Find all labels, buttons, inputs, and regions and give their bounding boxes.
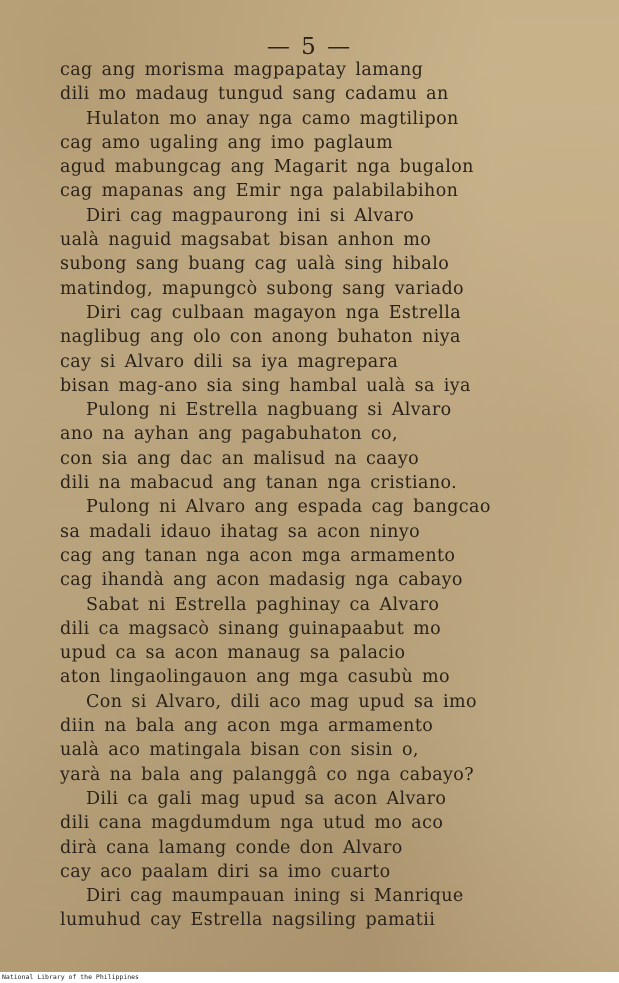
poem-verse — [0, 58, 619, 933]
verse-line: aton lingaolingauon ang mga casubù mo — [60, 667, 450, 688]
verse-line: cag mapanas ang Emir nga palabilabihon — [60, 181, 459, 202]
verse-line: Dili ca gali mag upud sa acon Alvaro — [86, 788, 447, 809]
verse-line: upud ca sa acon manaug sa palacio — [60, 643, 406, 664]
verse-line: dirà cana lamang conde don Alvaro — [60, 837, 403, 858]
verse-line: ualà naguid magsabat bisan anhon mo — [60, 230, 432, 251]
verse-line: Diri cag magpaurong ini si Alvaro — [86, 205, 415, 226]
verse-line: cag ihandà ang acon madasig nga cabayo — [60, 570, 463, 591]
verse-line: cag amo ugaling ang imo paglaum — [60, 132, 394, 153]
verse-line: Diri cag maumpauan ining si Manrique — [86, 886, 464, 907]
verse-line: bisan mag-ano sia sing hambal ualà sa iya — [60, 375, 471, 396]
verse-line: Hulaton mo anay nga camo magtilipon — [86, 108, 459, 129]
verse-line: agud mabungcag ang Magarit nga bugalon — [60, 157, 474, 178]
verse-line: dili cana magdumdum nga utud mo aco — [60, 813, 444, 834]
verse-line: Pulong ni Estrella nagbuang si Alvaro — [86, 400, 452, 421]
verse-line: ualà aco matingala bisan con sisin o, — [60, 740, 419, 761]
verse-line: dili mo madaug tungud sang cadamu an — [60, 84, 449, 105]
verse-line: cay aco paalam diri sa imo cuarto — [60, 861, 391, 882]
verse-line: matindog, mapungcò subong sang variado — [60, 278, 464, 299]
footer-strip — [0, 972, 619, 983]
verse-line: ano na ayhan ang pagabuhaton co, — [60, 424, 398, 445]
verse-line: naglibug ang olo con anong buhaton niya — [60, 327, 461, 348]
verse-line: dili na mabacud ang tanan nga cristiano. — [60, 473, 458, 494]
verse-line: con sia ang dac an malisud na caayo — [60, 448, 420, 469]
page-number: — 5 — — [266, 34, 353, 60]
footer-credit: National Library of the Philippines — [2, 973, 139, 981]
verse-line: cag ang tanan nga acon mga armamento — [60, 545, 456, 566]
verse-line: lumuhud cay Estrella nagsiling pamatii — [60, 910, 436, 931]
verse-line: Pulong ni Alvaro ang espada cag bangcao — [86, 497, 491, 518]
verse-line: yarà na bala ang palanggâ co nga cabayo? — [60, 764, 475, 785]
verse-line: Sabat ni Estrella paghinay ca Alvaro — [86, 594, 440, 615]
verse-line: cay si Alvaro dili sa iya magrepara — [60, 351, 399, 372]
verse-line: sa madali idauo ihatag sa acon ninyo — [60, 521, 421, 542]
verse-line: Con si Alvaro, dili aco mag upud sa imo — [86, 691, 477, 712]
verse-line: cag ang morisma magpapatay lamang — [60, 60, 424, 80]
verse-line: subong sang buang cag ualà sing hibalo — [60, 254, 450, 275]
verse-line: diin na bala ang acon mga armamento — [60, 716, 434, 737]
verse-line: dili ca magsacò sinang guinapaabut mo — [60, 618, 442, 639]
verse-line: Diri cag culbaan magayon nga Estrella — [86, 302, 462, 323]
